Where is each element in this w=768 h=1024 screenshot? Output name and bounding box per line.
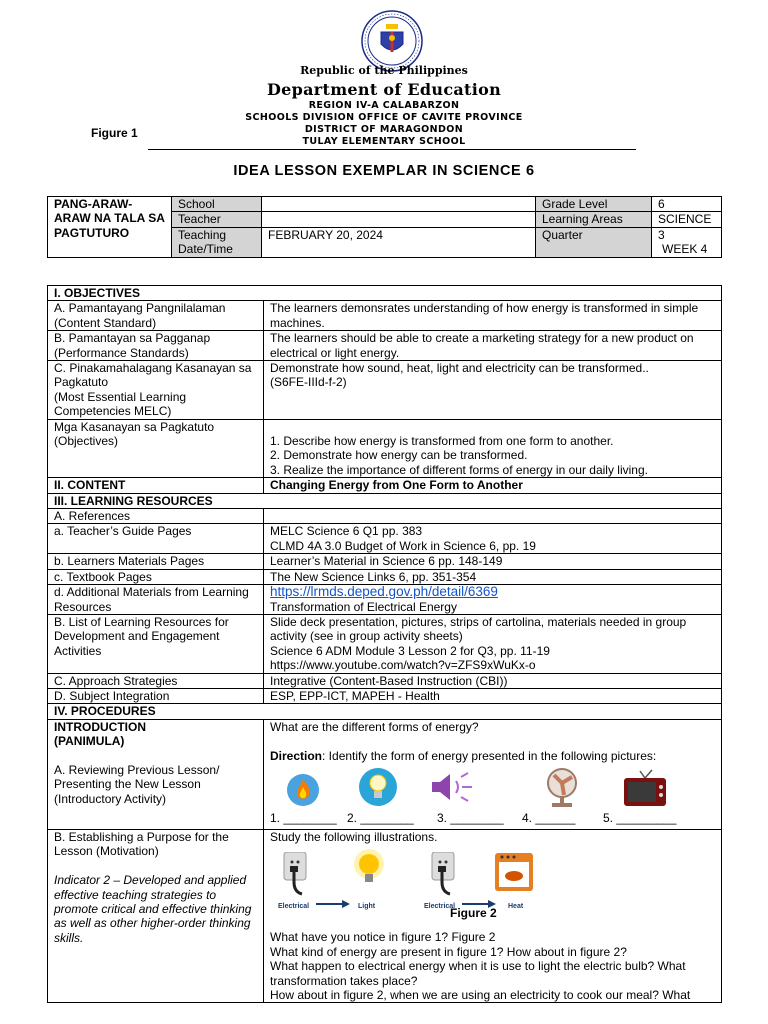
learners-materials-label: b. Learners Materials Pages [48,554,264,569]
melc-label-cell [48,361,264,420]
grade-label: Grade Level [536,197,652,212]
school-value [262,197,536,212]
date-value: FEBRUARY 20, 2024 [262,227,536,257]
department-name: Department of Education [266,80,502,99]
objective-3: 3. Realize the importance of different forms of energy in our daily living. [270,462,648,477]
answer-3: 3. ________ [437,810,504,825]
additional-materials-value: Transformation of Electrical Energy [270,599,457,614]
header-divider [148,149,636,150]
energy-illustrations [270,848,715,921]
illus-electrical-1: Electrical [278,903,310,911]
answer-4: 4. ______ [522,810,576,825]
approach-label: C. Approach Strategies [48,673,264,688]
figure-1-label: Figure 1 [91,126,138,140]
district-line: DISTRICT OF MARAGONDON [304,124,464,135]
direction-label: Direction [270,748,323,763]
glowing-bulb-icon [352,848,386,894]
figure-2-label: Figure 2 [450,906,497,921]
arrow-right-icon [316,900,350,908]
question-1: What have you notice in figure 1? Figure 2 [270,930,496,945]
grade-value: 6 [652,197,722,212]
references-label: A. References [48,509,264,524]
page-title: IDEA LESSON EXEMPLAR IN SCIENCE 6 [233,163,535,179]
review-label: A. Reviewing Previous Lesson/ Presenting the New Lesson (Introductory Activity) [54,762,220,806]
answer-blanks [270,811,715,829]
content-value: Changing Energy from One Form to Another [264,478,722,493]
illus-electrical-2: Electrical [424,903,456,911]
outlet-plug-icon-2 [428,852,458,896]
school-line: TULAY ELEMENTARY SCHOOL [302,136,466,147]
objective-2: 2. Demonstrate how energy can be transformed. [270,448,528,463]
content-standard-label: A. Pamantayang Pangnilalaman (Content Standard) [48,301,264,331]
week-value: WEEK 4 [662,242,708,257]
melc-code: (S6FE-IIId-f-2) [270,375,347,390]
illus-light: Light [358,903,376,911]
electric-fan-icon [542,767,582,809]
teachers-guide-cell [264,524,722,554]
lesson-info-table [47,196,722,258]
youtube-link[interactable]: https://www.youtube.com/watch?v=ZFS9xWuKx-o [270,658,536,673]
fire-icon [286,773,320,807]
teachers-guide-value-1: MELC Science 6 Q1 pp. 383 [270,524,423,539]
speaker-sound-icon [430,771,478,803]
school-label: School [172,197,262,212]
learning-resources-cell [264,614,722,673]
info-side-label: PANG-ARAW-ARAW NA TALA SA PAGTUTURO [48,197,172,258]
objectives-label: Mga Kasanayan sa Pagkatuto (Objectives) [48,419,264,478]
objectives-list [264,419,722,478]
additional-materials-label: d. Additional Materials from Learning Resources [48,585,264,615]
purpose-label: B. Establishing a Purpose for the Lesson (Motivation) [54,829,229,859]
answer-1: 1. ________ [270,810,337,825]
quarter-label: Quarter [536,227,652,257]
quarter-value: 3 [658,227,665,242]
question-4: How about in figure 2, when we are using an electricity to cook our meal? What [270,988,691,1002]
additional-materials-cell [264,585,722,615]
learning-resources-value-2: Science 6 ADM Module 3 Lesson 2 for Q3, pp. 11-19 [270,643,550,658]
date-label: Teaching Date/Time [172,227,262,257]
teachers-guide-label: a. Teacher’s Guide Pages [48,524,264,554]
objectives-heading: I. OBJECTIVES [48,286,722,301]
approach-value: Integrative (Content-Based Instruction (CBI)) [264,673,722,688]
motivation-cell [264,829,722,1002]
area-value: SCIENCE [652,212,722,227]
indicator-text: Indicator 2 – Developed and applied effective teaching strategies to promote critical and effective thinking as well as other higher-order thinking skills. [54,873,252,945]
textbook-label: c. Textbook Pages [48,569,264,584]
question-2: What kind of energy are present in figure 1? How about in figure 2? [270,944,627,959]
answer-2: 2. ________ [347,810,414,825]
introduction-sub: (PANIMULA) [54,734,125,749]
direction-body: : Identify the form of energy presented in the following pictures: [322,748,657,763]
television-icon [622,769,668,809]
quarter-cell [652,227,722,257]
melc-value: Demonstrate how sound, heat, light and electricity can be transformed.. [270,361,649,376]
teacher-label: Teacher [172,212,262,227]
area-label: Learning Areas [536,212,652,227]
introduction-label: INTRODUCTION [54,719,146,734]
melc-label: C. Pinakamahalagang Kasanayan sa Pagkatuto [54,361,252,390]
answer-5: 5. _________ [603,810,677,825]
resources-heading: III. LEARNING RESOURCES [48,493,722,508]
teachers-guide-value-2: CLMD 4A 3.0 Budget of Work in Science 6, pp. 19 [270,538,536,553]
learning-resources-label: B. List of Learning Resources for Development and Engagement Activities [48,614,264,673]
division-line: SCHOOLS DIVISION OFFICE OF CAVITE PROVINCE [245,112,523,123]
performance-standard-label: B. Pamantayan sa Pagganap (Performance Standards) [48,331,264,361]
introduction-activity-cell [264,719,722,829]
introduction-question: What are the different forms of energy? [270,719,479,734]
lesson-plan-table [47,285,722,1003]
purpose-cell [48,829,264,1002]
introduction-cell [48,719,264,829]
outlet-plug-icon [280,852,310,896]
question-3: What happen to electrical energy when it is use to light the electric bulb? What transformation takes place? [270,959,686,988]
integration-label: D. Subject Integration [48,688,264,703]
direction-text [270,749,715,763]
lrmds-link[interactable]: https://lrmds.deped.gov.ph/detail/6369 [270,584,498,600]
learning-resources-value-1: Slide deck presentation, pictures, strips of cartolina, materials needed in group activity (see in group activity sheets) [270,614,687,644]
teacher-value [262,212,536,227]
textbook-value: The New Science Links 6, pp. 351-354 [264,569,722,584]
energy-pictures [270,767,715,811]
deped-seal-logo [361,10,423,72]
learners-materials-value: Learner’s Material in Science 6 pp. 148-149 [264,554,722,569]
content-standard-value: The learners demonsrates understanding of how energy is transformed in simple machines. [264,301,722,331]
illus-heat: Heat [508,903,524,911]
melc-value-cell [264,361,722,420]
references-value [264,509,722,524]
melc-label-sub: (Most Essential Learning Competencies MELC) [54,389,187,419]
republic-line: Republic of the Philippines [300,64,468,77]
light-bulb-icon [358,767,398,807]
region-line: REGION IV-A CALABARZON [308,100,460,111]
procedures-heading: IV. PROCEDURES [48,704,722,719]
performance-standard-value: The learners should be able to create a marketing strategy for a new product on electrical or light energy. [264,331,722,361]
oven-icon [494,852,534,892]
integration-value: ESP, EPP-ICT, MAPEH - Health [264,688,722,703]
content-heading: II. CONTENT [48,478,264,493]
study-instruction: Study the following illustrations. [270,829,438,844]
objective-1: 1. Describe how energy is transformed from one form to another. [270,434,614,449]
